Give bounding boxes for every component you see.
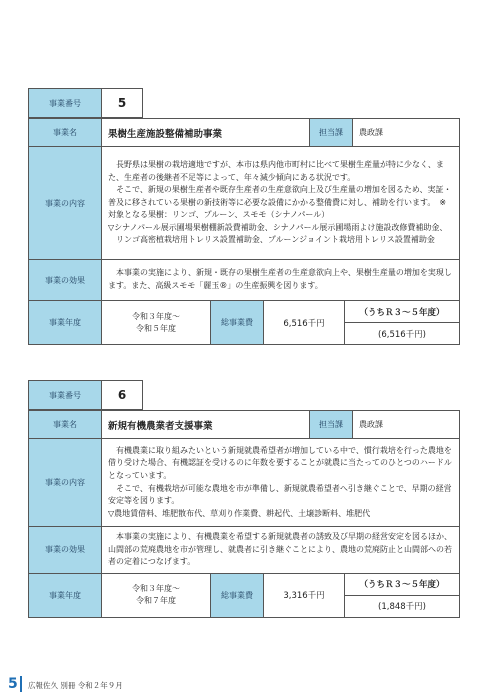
- sub-period-label: （うちＲ３～５年度）: [345, 573, 460, 595]
- project-number: 6: [102, 380, 143, 410]
- total-cost-label: 総事業費: [211, 301, 264, 345]
- content-paragraph: そこで、有機栽培が可能な農地を市が準備し、新規就農希望者へ引き継ぐことで、早期の経営安定等を図ります。: [108, 483, 452, 506]
- effect-text: 本事業の実施により、新規・既存の果樹生産者の生産意欲向上や、果樹生産量の増加を実現します。また、高級スモモ「麗玉®」の生産振興を図ります。: [108, 268, 452, 290]
- content-items: ▽農地賃借料、堆肥散布代、草刈り作業費、耕起代、土壌診断料、堆肥代: [108, 508, 371, 518]
- project-table: [28, 410, 460, 574]
- year-label: 事業年度: [29, 573, 102, 617]
- year-label: 事業年度: [29, 301, 102, 345]
- page-number-bar: [20, 676, 22, 692]
- project-5: [28, 88, 460, 345]
- project-name: 果樹生産施設整備補助事業: [102, 119, 310, 147]
- total-cost: 6,516千円: [264, 301, 345, 345]
- project-number-label: 事業番号: [28, 88, 102, 118]
- project-name-label: 事業名: [29, 411, 102, 439]
- content-paragraph: そこで、新規の果樹生産者や既存生産者の生産意欲向上及び生産量の増加を図るため、実証・普及に移されている果樹の新技術等に必要な設備にかかる整備費に対し、補助を行います。 ※対象となる果樹：リンゴ、プルーン、スモモ（シナノパール）: [108, 185, 452, 220]
- total-cost: 3,316千円: [264, 573, 345, 617]
- department-label: 担当課: [310, 411, 353, 439]
- effect-text: 本事業の実施により、有機農業を希望する新規就農者の誘致及び早期の経営安定を図るほか、山間部の荒廃農地を市が管理し、就農者に引き継ぐことにより、農地の荒廃防止と山間部への若者の定着につなげます。: [108, 532, 452, 567]
- department: 農政課: [353, 411, 460, 439]
- content-paragraph: 有機農業に取り組みたいという新規就農希望者が増加している中で、慣行栽培を行った農地を借り受けた場合、有機認証を受けるのに年数を要することが就農に当たってのひとつのハードルとなっています。: [108, 445, 452, 480]
- effect-label: 事業の効果: [29, 260, 102, 301]
- project-table: [28, 118, 460, 301]
- content-paragraph: 長野県は果樹の栽培適地ですが、本市は県内他市町村に比べて果樹生産量が特に少なく、また、生産者の後継者不足等によって、年々減少傾向にある状況です。: [108, 159, 444, 182]
- content-label: 事業の内容: [29, 147, 102, 260]
- project-name-label: 事業名: [29, 119, 102, 147]
- project-6: [28, 380, 460, 618]
- sub-period-label: （うちＲ３～５年度）: [345, 301, 460, 323]
- year-to: 令和７年度: [136, 596, 176, 606]
- project-name: 新規有機農業者支援事業: [102, 411, 310, 439]
- year-from: 令和３年度～: [132, 311, 180, 321]
- effect-label: 事業の効果: [29, 527, 102, 574]
- project-number: 5: [102, 88, 143, 118]
- content-label: 事業の内容: [29, 439, 102, 527]
- content-items: ▽シナノパール展示圃場果樹棚新設費補助金、シナノパール展示圃場雨よけ施設改修費補助金、リンゴ高密植栽培用トレリス設置補助金、プルーンジョイント栽培用トレリス設置補助金: [108, 222, 448, 245]
- project-years: [102, 301, 211, 345]
- sub-period-amount: (6,516千円): [345, 323, 460, 345]
- project-number-label: 事業番号: [28, 380, 102, 410]
- schedule-table: [28, 573, 460, 618]
- publication-name: 広報佐久 別冊 令和２年９月: [28, 681, 123, 690]
- page-footer: [0, 668, 494, 700]
- year-from: 令和３年度～: [132, 584, 180, 594]
- year-to: 令和５年度: [136, 323, 176, 333]
- page-number: 5: [8, 676, 18, 692]
- effect: [102, 260, 460, 301]
- content: [102, 147, 460, 260]
- department: 農政課: [353, 119, 460, 147]
- content: [102, 439, 460, 527]
- project-years: [102, 573, 211, 617]
- effect: [102, 527, 460, 574]
- project-number-row: [28, 88, 460, 118]
- schedule-table: [28, 300, 460, 345]
- total-cost-label: 総事業費: [211, 573, 264, 617]
- department-label: 担当課: [310, 119, 353, 147]
- sub-period-amount: (1,848千円): [345, 595, 460, 617]
- project-number-row: [28, 380, 460, 410]
